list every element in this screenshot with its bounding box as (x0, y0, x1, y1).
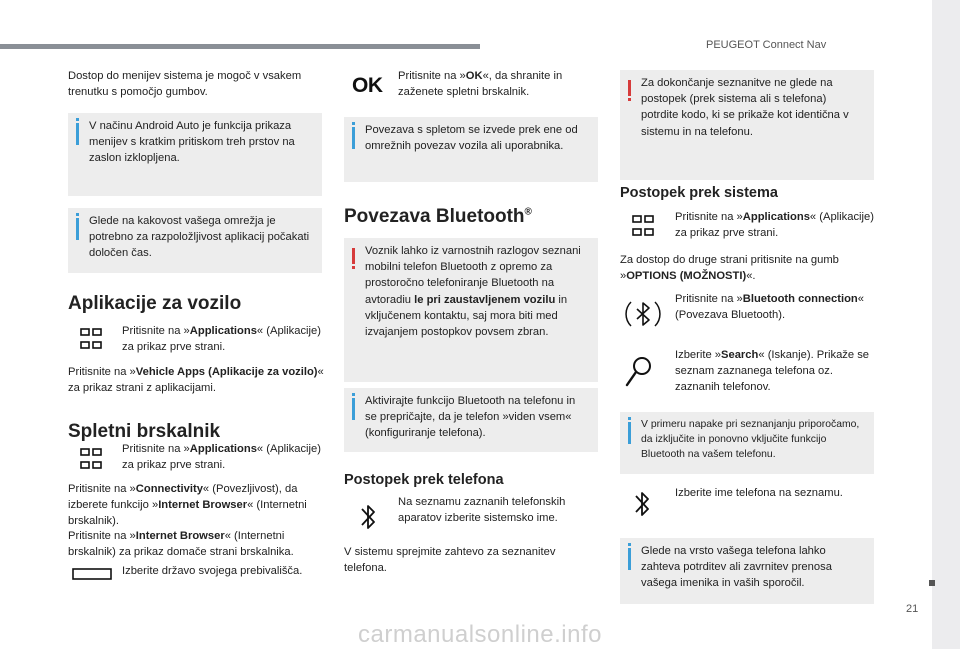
warning-icon (628, 80, 631, 96)
system-apps-step-text: Pritisnite na »Applications« (Aplikacije) za prikaz prve strani. (675, 211, 874, 240)
section-title-vehicle-apps: Aplikacije za vozilo (68, 293, 242, 314)
input-field-icon (72, 568, 112, 580)
ok-step-text: Pritisnite na »OK«, da shranite in zaženete spletni brskalnik. (398, 70, 563, 99)
info-icon (352, 127, 355, 149)
search-step-text: Izberite »Search« (Iskanje). Prikaže se seznam zaznanega telefona oz. zaznanih telefonov. (675, 349, 870, 394)
info-note-activate-bluetooth (344, 388, 598, 452)
applications-grid-icon (80, 448, 102, 470)
info-note-pairing-error (620, 412, 874, 474)
applications-grid-icon (80, 328, 102, 350)
warning-note-pairing-code (620, 70, 874, 180)
info-note-web-connection (344, 117, 598, 182)
options-text: Za dostop do druge strani pritisnite na gumb »OPTIONS (MOŽNOSTI)«. (620, 254, 839, 283)
connectivity-text: Pritisnite na »Connectivity« (Povezljivost), da izberete funkcijo »Internet Browser« (Internetni brskalnik). (68, 483, 307, 528)
browser-step-text: Pritisnite na »Applications« (Aplikacije) za prikaz prve strani. (122, 443, 321, 472)
section-title-system-procedure: Postopek prek sistema (620, 185, 778, 201)
apps-step-text: Pritisnite na »Applications« (Aplikacije) za prikaz prve strani. (122, 325, 321, 354)
watermark: carmanualsonline.info (358, 621, 602, 648)
info-icon (76, 123, 79, 145)
info-icon (352, 398, 355, 420)
bluetooth-connection-icon (622, 293, 664, 335)
note-text: V načinu Android Auto je funkcija prikaza menijev s kratkim pritiskom treh prstov na zaslon izklopljena. (89, 120, 295, 165)
section-title-web-browser: Spletni brskalnik (68, 421, 221, 442)
note-text: Glede na vrsto vašega telefona lahko zahteva potrditev ali zavrnitev prenosa vašega imenika in vaših sporočil. (641, 545, 832, 590)
note-text: Za dokončanje seznanitve ne glede na postopek (prek sistema ali s telefona) potrdite kodo, ki se prikaže kot identična v sistemu in na telefonu. (641, 77, 849, 138)
page-marker (929, 580, 935, 586)
info-note-phonebook (620, 538, 874, 604)
phone-accept-text: V sistemu sprejmite zahtevo za seznanitev telefona. (344, 546, 556, 575)
note-text: Aktivirajte funkcijo Bluetooth na telefonu in se prepričajte, da je telefon »viden vsem« (konfiguriranje telefona). (365, 395, 576, 440)
info-icon (76, 218, 79, 240)
note-text: V primeru napake pri seznanjanju priporočamo, da izključite in ponovno vključite funkcijo Bluetooth na vašem telefonu. (641, 419, 860, 461)
info-icon (628, 422, 631, 444)
vehicle-apps-text: Pritisnite na »Vehicle Apps (Aplikacije za vozilo)« za prikaz strani z aplikacijami. (68, 366, 324, 395)
note-text: Glede na kakovost vašega omrežja je potrebno za razpoložljivost aplikacij počakati določen čas. (89, 215, 310, 260)
phone-step-text: Na seznamu zaznanih telefonskih aparatov izberite sistemsko ime. (398, 496, 566, 525)
brand-header: PEUGEOT Connect Nav (706, 39, 827, 51)
bluetooth-icon (358, 500, 378, 534)
select-phone-step-text: Izberite ime telefona na seznamu. (675, 487, 843, 499)
info-note-android-auto (68, 113, 322, 196)
page-edge-bar (932, 0, 960, 649)
applications-grid-icon (632, 215, 654, 237)
bluetooth-connection-step-text: Pritisnite na »Bluetooth connection« (Povezava Bluetooth). (675, 293, 864, 322)
page-number: 21 (906, 603, 919, 615)
intro-text: Dostop do menijev sistema je mogoč v vsakem trenutku s pomočjo gumbov. (68, 70, 302, 99)
note-text: Povezava s spletom se izvede prek ene od omrežnih povezav vozila ali uporabnika. (365, 124, 578, 153)
warning-note-safety (344, 238, 598, 382)
info-icon (628, 548, 631, 570)
section-title-phone-procedure: Postopek prek telefona (344, 472, 504, 488)
search-icon (624, 355, 654, 389)
warning-icon (352, 248, 355, 264)
note-text: Voznik lahko iz varnostnih razlogov seznani mobilni telefon Bluetooth z opremo za prostoročno telefoniranje Bluetooth na avtoradiu le pri zaustavljenem vozilu in vključenem kontaktu, saj mora biti med izvajanjem postopkov povsem zbran. (365, 245, 581, 339)
internet-browser-text: Pritisnite na »Internet Browser« (Internetni brskalnik) za prikaz domače strani brskalnika. (68, 530, 294, 559)
info-note-network (68, 208, 322, 273)
ok-button-icon: OK (352, 74, 383, 97)
country-step-text: Izberite državo svojega prebivališča. (122, 565, 303, 577)
header-rule (0, 44, 480, 49)
section-title-bluetooth: Povezava Bluetooth® (344, 206, 532, 227)
bluetooth-icon (632, 487, 652, 521)
